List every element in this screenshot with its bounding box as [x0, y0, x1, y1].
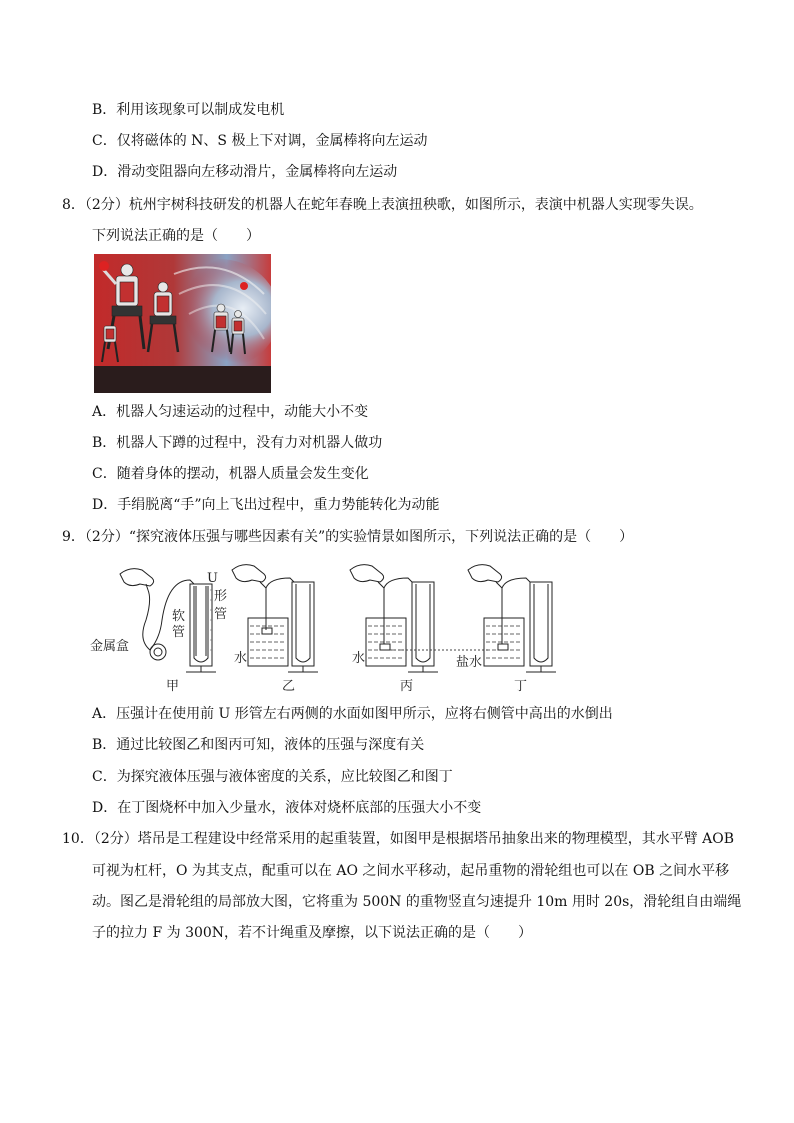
- label-salt-water: 盐水: [456, 655, 483, 670]
- q8-option-c: C．随着身体的摆动，机器人质量会发生变化: [92, 466, 369, 482]
- soft-tube-jia: [143, 580, 194, 650]
- q8-stem-line2: 下列说法正确的是（ ）: [92, 228, 260, 244]
- caption-yi: 乙: [282, 679, 296, 694]
- q7-option-b: B．利用该现象可以制成发电机: [92, 102, 285, 118]
- q9-option-b: B．通过比较图乙和图丙可知，液体的压强与深度有关: [92, 737, 425, 753]
- hand-yi: [232, 565, 266, 582]
- q9-option-d: D．在丁图烧杯中加入少量水，液体对烧杯底部的压强大小不变: [92, 800, 482, 816]
- label-guan2: 管: [172, 625, 186, 640]
- q8-option-a: A．机器人匀速运动的过程中，动能大小不变: [92, 404, 369, 420]
- u-tube-board-yi: [292, 582, 314, 666]
- q9-option-a: A．压强计在使用前 U 形管左右两侧的水面如图甲所示，应将右侧管中高出的水倒出: [92, 706, 613, 722]
- q9-stem: 9．（2分）“探究液体压强与哪些因素有关”的实验情景如图所示，下列说法正确的是（ ）: [62, 529, 634, 545]
- caption-ding: 丁: [514, 679, 528, 694]
- q9-option-c: C．为探究液体压强与液体密度的关系，应比较图乙和图丁: [92, 769, 453, 785]
- label-metal-box: 金属盒: [90, 639, 130, 654]
- robot-performance-photo: [94, 254, 271, 393]
- caption-bing: 丙: [400, 679, 414, 694]
- q10-stem-line3: 动。图乙是滑轮组的局部放大图，它将重为 500N 的重物竖直匀速提升 10m 用时 20s，滑轮组自由端绳: [92, 894, 742, 910]
- tube-yi: [260, 578, 294, 630]
- label-xing: 形: [214, 589, 228, 604]
- u-tube-board-jia: [190, 584, 212, 666]
- label-guan: 管: [214, 607, 228, 622]
- hand-jia: [120, 569, 154, 586]
- caption-jia: 甲: [166, 679, 180, 694]
- label-ruan: 软: [172, 609, 186, 624]
- pressure-gauge-figure: [90, 560, 565, 696]
- u-tube-board-bing: [412, 582, 434, 666]
- hand-ding: [468, 565, 502, 582]
- metal-box-jia: [150, 644, 166, 660]
- q7-option-d: D．滑动变阻器向左移动滑片，金属棒将向左运动: [92, 164, 398, 180]
- q7-option-c: C．仅将磁体的 N、S 极上下对调，金属棒将向左运动: [92, 133, 428, 149]
- label-u: U: [207, 571, 218, 586]
- q8-option-d: D．手绢脱离“手”向上飞出过程中，重力势能转化为动能: [92, 497, 440, 513]
- q10-stem-line4: 子的拉力 F 为 300N，若不计绳重及摩擦，以下说法正确的是（ ）: [92, 925, 533, 941]
- q8-option-b: B．机器人下蹲的过程中，没有力对机器人做功: [92, 435, 383, 451]
- q10-stem-line2: 可视为杠杆，O 为其支点，配重可以在 AO 之间水平移动，起吊重物的滑轮组也可以在 OB 之间水平移: [92, 863, 730, 879]
- q8-stem-line1: 8．（2分）杭州宇树科技研发的机器人在蛇年春晚上表演扭秧歌，如图所示，表演中机器人实现零失误。: [62, 197, 703, 213]
- label-water-bing: 水: [352, 651, 366, 666]
- u-tube-board-ding: [530, 582, 552, 666]
- q10-stem-line1: 10．（2分）塔吊是工程建设中经常采用的起重装置，如图甲是根据塔吊抽象出来的物理模型，其水平臂 AOB: [62, 831, 735, 847]
- hand-bing: [350, 565, 384, 582]
- label-water-yi: 水: [234, 651, 248, 666]
